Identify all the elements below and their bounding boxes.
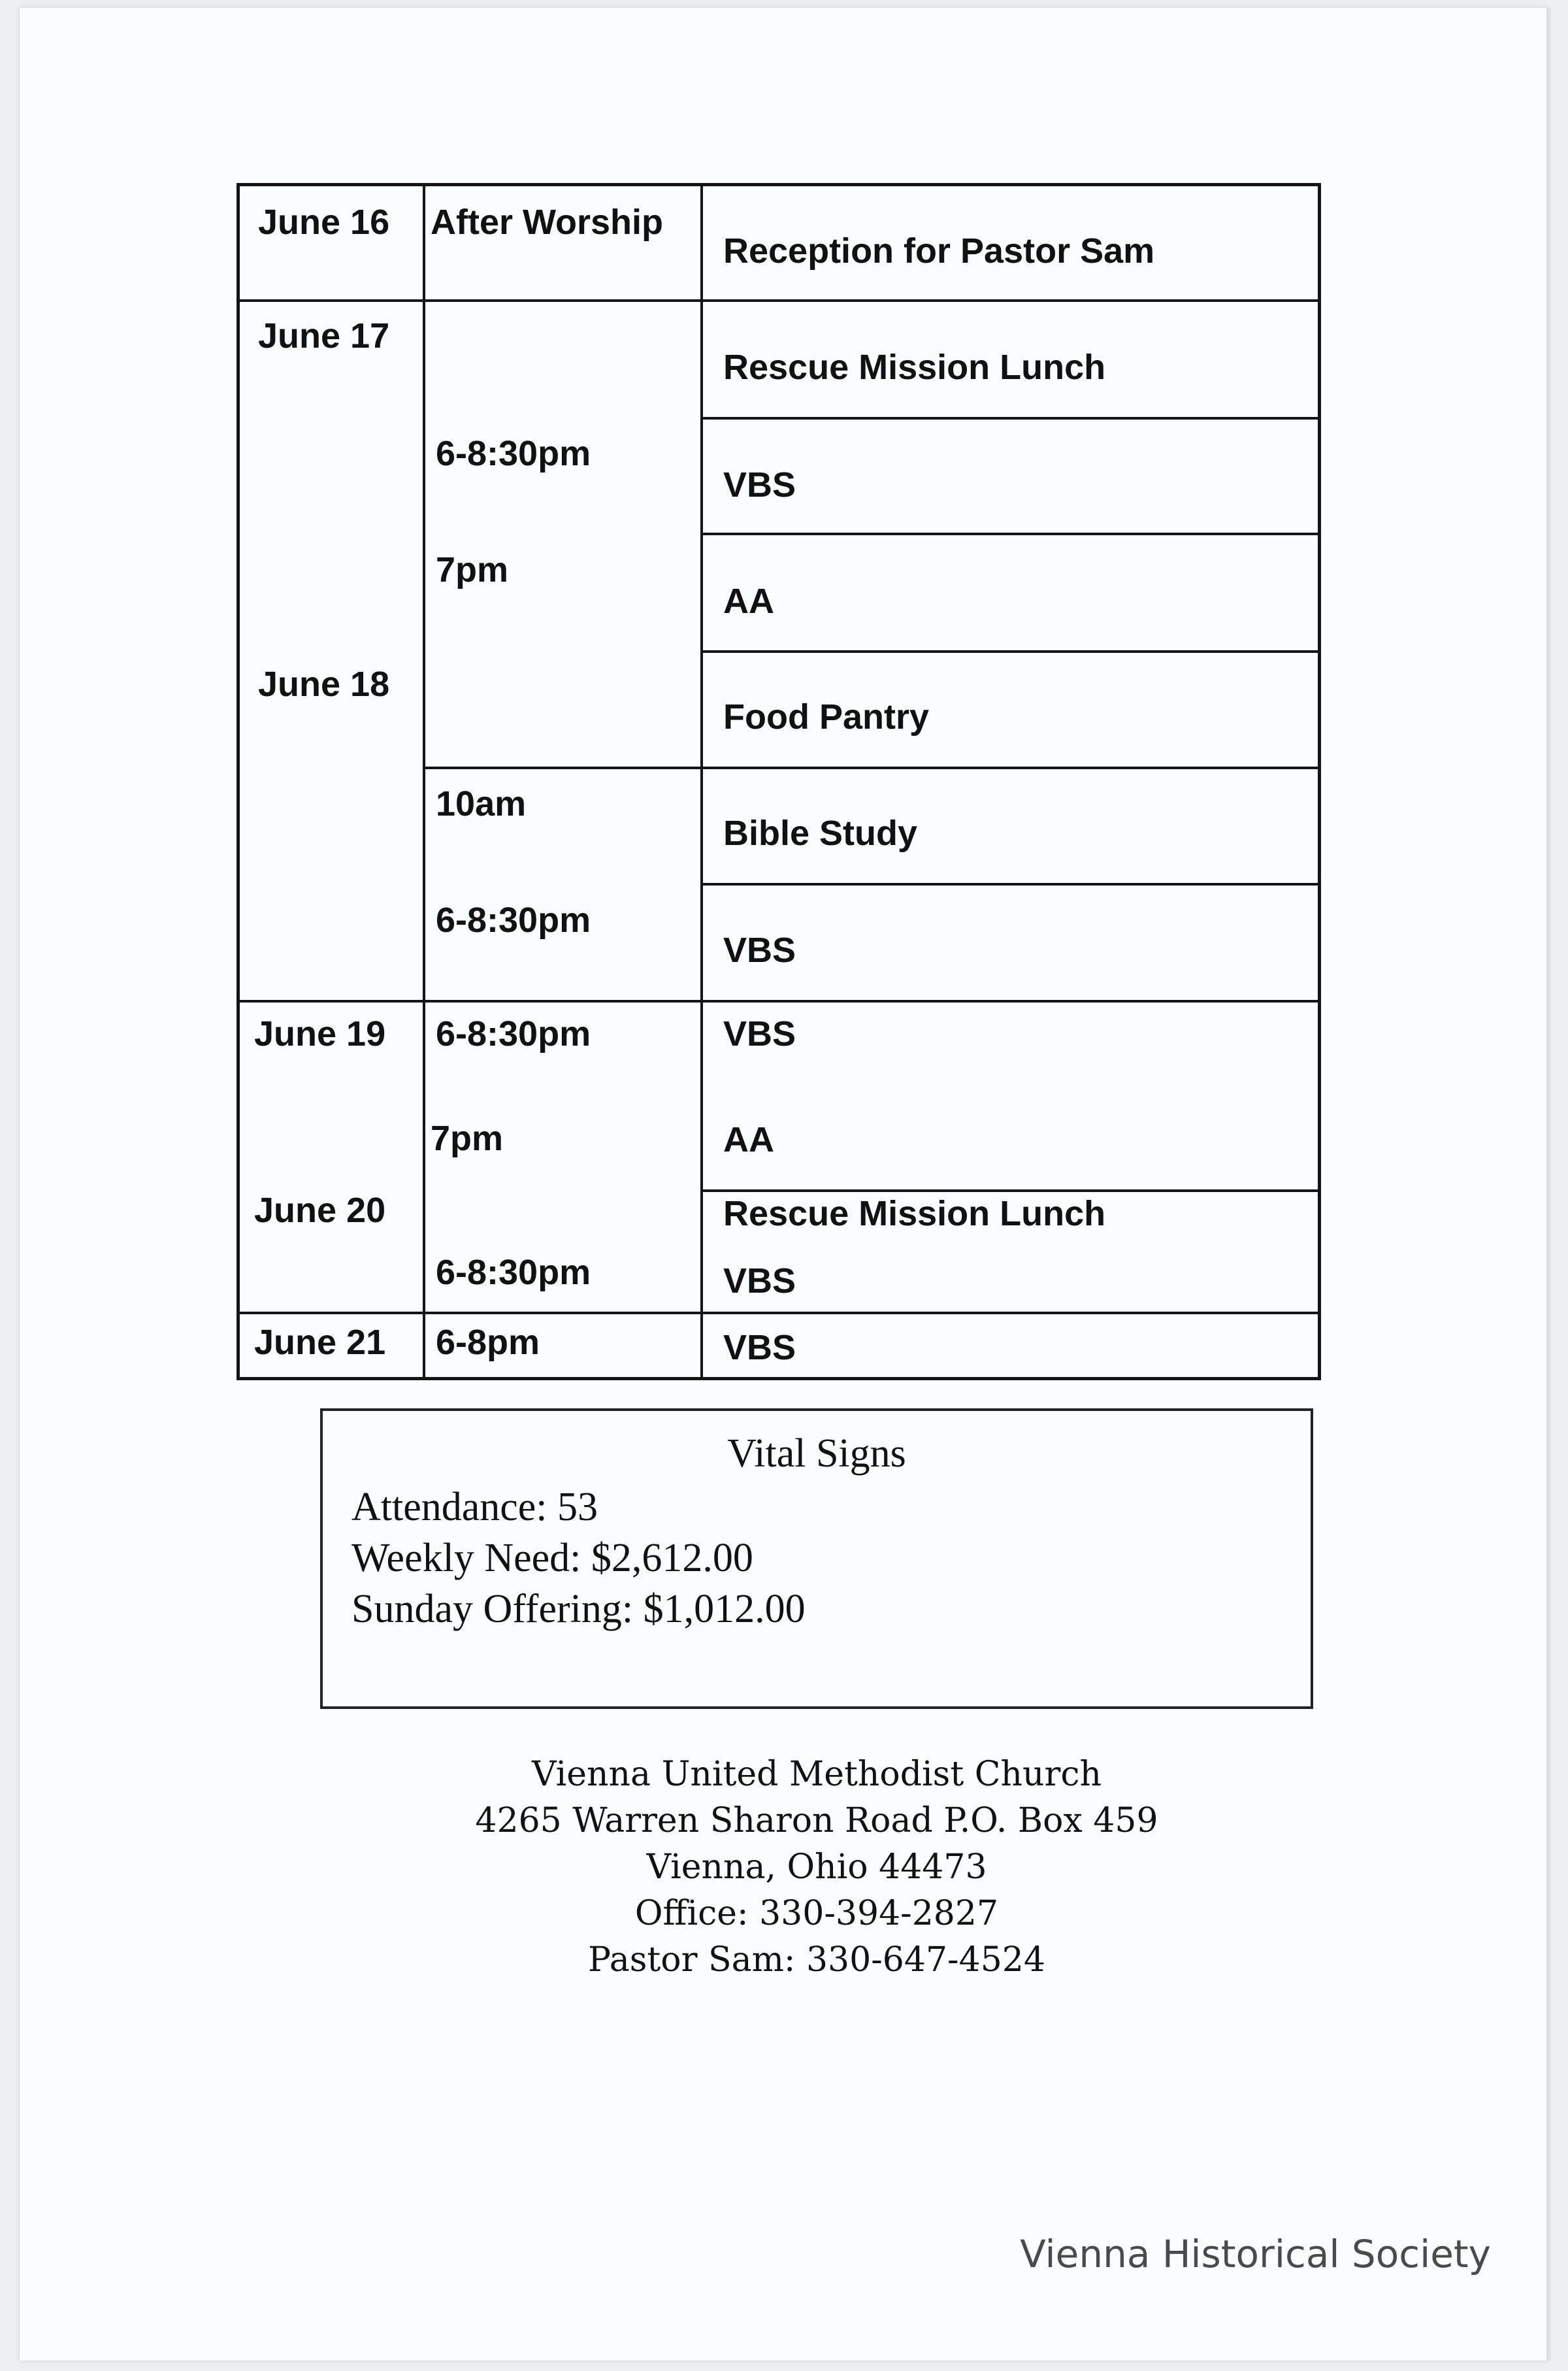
- row-divider: [240, 1312, 1318, 1314]
- event-cell: VBS: [723, 1014, 796, 1053]
- row-divider: [700, 533, 1318, 535]
- time-cell: 6-8:30pm: [436, 1014, 591, 1053]
- event-cell: Rescue Mission Lunch: [723, 1194, 1106, 1233]
- event-cell: VBS: [723, 1261, 796, 1301]
- weekly-need-line: Weekly Need: $2,612.00: [351, 1536, 753, 1580]
- church-city: Vienna, Ohio 44473: [646, 1848, 987, 1887]
- time-cell: 6-8:30pm: [436, 434, 591, 473]
- row-divider: [700, 417, 1318, 420]
- watermark: Vienna Historical Society: [1020, 2232, 1491, 2276]
- time-cell: 6-8pm: [436, 1323, 540, 1362]
- event-cell: Reception for Pastor Sam: [723, 231, 1155, 271]
- event-cell: Food Pantry: [723, 697, 930, 737]
- event-cell: VBS: [723, 931, 796, 970]
- row-divider: [240, 299, 1318, 302]
- page-edge: [1546, 8, 1548, 2361]
- time-cell: 6-8:30pm: [436, 901, 591, 940]
- time-cell: After Worship: [431, 203, 664, 242]
- church-name: Vienna United Methodist Church: [532, 1755, 1102, 1794]
- date-cell: June 17: [258, 316, 390, 356]
- event-cell: VBS: [723, 1328, 796, 1367]
- time-cell: 7pm: [431, 1119, 504, 1158]
- date-cell: June 16: [258, 203, 390, 242]
- event-cell: Rescue Mission Lunch: [723, 348, 1106, 387]
- vital-signs-box: [320, 1408, 1313, 1709]
- event-cell: VBS: [723, 465, 796, 505]
- church-office-phone: Office: 330-394-2827: [634, 1894, 999, 1933]
- date-cell: June 18: [258, 665, 390, 704]
- sunday-offering-line: Sunday Offering: $1,012.00: [351, 1587, 806, 1631]
- row-divider: [700, 883, 1318, 886]
- column-divider-1: [423, 186, 425, 1377]
- column-divider-2: [700, 186, 703, 1377]
- schedule-table: [237, 183, 1321, 1380]
- time-cell: 10am: [436, 784, 527, 823]
- row-divider: [240, 1000, 1318, 1003]
- row-divider: [700, 650, 1318, 653]
- event-cell: AA: [723, 582, 774, 621]
- row-divider: [423, 767, 1318, 769]
- date-cell: June 21: [254, 1323, 386, 1362]
- time-cell: 7pm: [436, 550, 509, 589]
- date-cell: June 19: [254, 1014, 386, 1053]
- row-divider: [700, 1189, 1318, 1192]
- event-cell: AA: [723, 1120, 774, 1159]
- church-address: 4265 Warren Sharon Road P.O. Box 459: [475, 1801, 1158, 1840]
- event-cell: Bible Study: [723, 814, 918, 853]
- vital-signs-title: Vital Signs: [727, 1431, 906, 1476]
- time-cell: 6-8:30pm: [436, 1253, 591, 1292]
- attendance-line: Attendance: 53: [351, 1485, 598, 1529]
- pastor-phone: Pastor Sam: 330-647-4524: [588, 1940, 1045, 1980]
- church-info: [327, 1751, 1307, 1983]
- date-cell: June 20: [254, 1191, 386, 1230]
